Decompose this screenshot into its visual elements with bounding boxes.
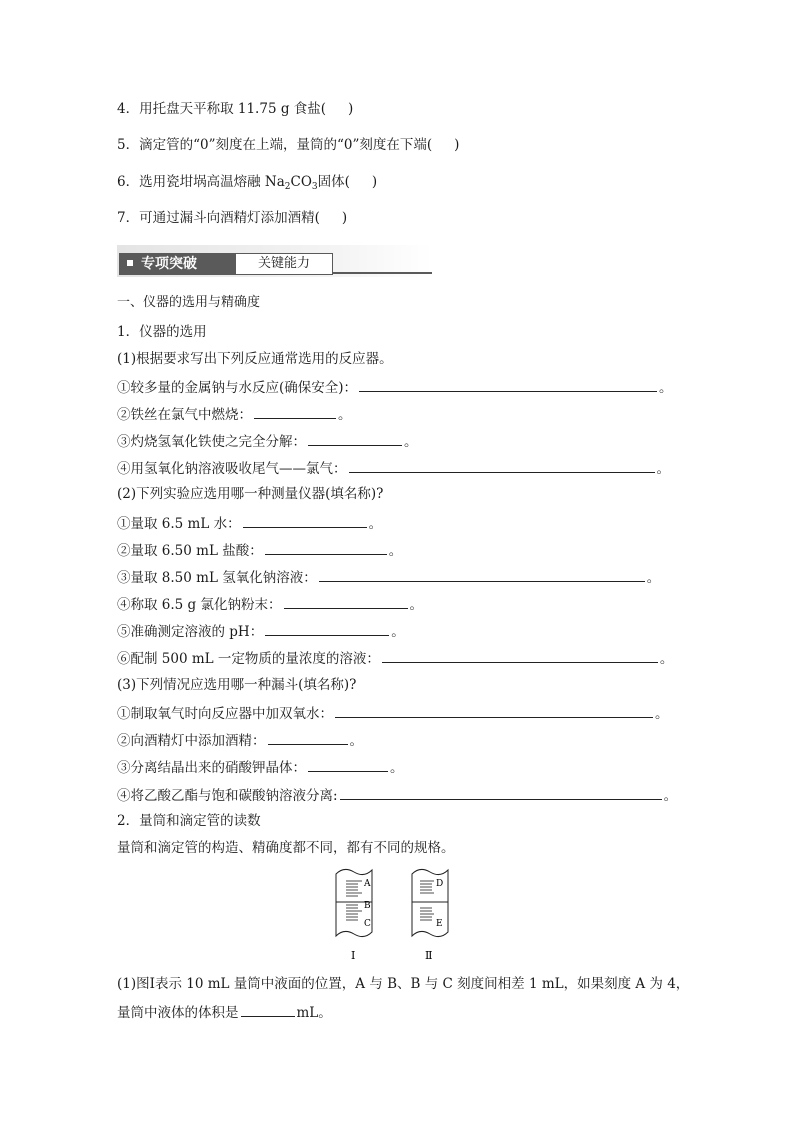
label-E: E	[436, 919, 443, 929]
answer-blank[interactable]	[308, 431, 402, 446]
item-4	[117, 100, 353, 118]
item-6-mid: CO	[290, 174, 312, 190]
answer-blank[interactable]	[254, 404, 336, 419]
q3-1-text: ①制取氧气时向反应器中加双氧水：	[117, 706, 333, 722]
q1-2: ②铁丝在氯气中燃烧： 。	[117, 404, 352, 424]
q2-2-text: ②量取 6.50 mL 盐酸：	[117, 543, 263, 559]
q2-1-text: ①量取 6.5 mL 水：	[117, 516, 241, 532]
q2-4-text: ④称取 6.5 g 氯化钠粉末：	[117, 597, 282, 613]
answer-blank[interactable]	[382, 648, 658, 663]
measuring-instruments-figure	[332, 864, 462, 964]
q3-head: (3)下列情况应选用哪一种漏斗(填名称)?	[117, 677, 357, 693]
label-I: Ⅰ	[351, 949, 356, 962]
q2-1: ①量取 6.5 mL 水： 。	[117, 513, 382, 533]
label-B: B	[364, 901, 371, 911]
item-7	[117, 209, 347, 227]
label-II: Ⅱ	[425, 949, 433, 962]
q1-4: ④用氢氧化钠溶液吸收尾气——氯气： 。	[117, 458, 670, 478]
square-bullet-icon	[127, 260, 133, 266]
q2-5-text: ⑤准确测定溶液的 pH：	[117, 624, 264, 640]
q1-4-text: ④用氢氧化钠溶液吸收尾气——氯气：	[117, 461, 347, 477]
answer-blank[interactable]	[241, 1002, 295, 1017]
banner-rule	[333, 272, 432, 274]
item-6-sub2: 3	[311, 182, 318, 192]
item-5-close: )	[454, 137, 460, 153]
item-7-text: 7．可通过漏斗向酒精灯添加酒精(	[117, 210, 320, 226]
item-4-text: 4．用托盘天平称取 11.75 g 食盐(	[117, 101, 327, 117]
answer-blank[interactable]	[319, 567, 645, 582]
q2-2: ②量取 6.50 mL 盐酸： 。	[117, 540, 402, 560]
answer-blank[interactable]	[284, 594, 408, 609]
label-C: C	[364, 919, 371, 929]
q3-3: ③分离结晶出来的硝酸钾晶体： 。	[117, 757, 404, 777]
q1-2-text: ②铁丝在氯气中燃烧：	[117, 407, 252, 423]
banner-tag: 关键能力	[235, 253, 333, 275]
item-5	[117, 136, 459, 154]
answer-blank[interactable]	[349, 458, 655, 473]
q2-6-text: ⑥配制 500 mL 一定物质的量浓度的溶液：	[117, 651, 380, 667]
q-reading-text: 量筒中液体的体积是	[117, 1005, 239, 1021]
item-6-close: )	[371, 174, 378, 190]
section-title: 一、仪器的选用与精确度	[117, 295, 261, 310]
q1-3: ③灼烧氢氧化铁使之完全分解： 。	[117, 431, 418, 451]
q1-1: ①较多量的金属钠与水反应(确保安全)： 。	[117, 377, 673, 397]
item-6-sub1: 2	[284, 182, 291, 192]
answer-blank[interactable]	[335, 703, 653, 718]
q-reading-line2	[117, 1002, 332, 1022]
label-D: D	[436, 879, 444, 889]
answer-blank[interactable]	[243, 513, 367, 528]
q2-head: (2)下列实验应选用哪一种测量仪器(填名称)?	[117, 486, 384, 502]
item-6	[117, 173, 377, 196]
banner-main-label: 专项突破	[141, 256, 197, 272]
q3-4-text: ④将乙酸乙酯与饱和碳酸钠溶液分离:	[117, 788, 338, 804]
subheading-2: 2．量筒和滴定管的读数	[117, 813, 261, 829]
q2-4: ④称取 6.5 g 氯化钠粉末： 。	[117, 594, 423, 614]
label-A: A	[364, 879, 371, 889]
q-reading-unit: mL。	[296, 1005, 332, 1021]
q1-1-text: ①较多量的金属钠与水反应(确保安全)：	[117, 380, 358, 396]
item-6-text: 6．选用瓷坩埚高温熔融 Na	[117, 174, 285, 190]
cylinder-I	[336, 869, 372, 962]
subheading-1: 1．仪器的选用	[117, 324, 207, 340]
item-6-suffix: 固体(	[317, 174, 350, 190]
item-5-text: 5．滴定管的“0”刻度在上端，量筒的“0”刻度在下端(	[117, 137, 433, 153]
q3-3-text: ③分离结晶出来的硝酸钾晶体：	[117, 760, 306, 776]
item-7-close: )	[341, 210, 348, 226]
item-4-close: )	[348, 101, 354, 117]
q3-4: ④将乙酸乙酯与饱和碳酸钠溶液分离: 。	[117, 785, 677, 805]
q2-3-text: ③量取 8.50 mL 氢氧化钠溶液：	[117, 570, 317, 586]
banner-main	[119, 253, 237, 275]
q3-2-text: ②向酒精灯中添加酒精：	[117, 733, 266, 749]
q3-1: ①制取氧气时向反应器中加双氧水： 。	[117, 703, 669, 723]
intro-text: 量筒和滴定管的构造、精确度都不同，都有不同的规格。	[117, 840, 455, 856]
answer-blank[interactable]	[265, 621, 389, 636]
q2-5: ⑤准确测定溶液的 pH： 。	[117, 621, 405, 641]
burette-II	[412, 869, 448, 962]
q2-3: ③量取 8.50 mL 氢氧化钠溶液： 。	[117, 567, 660, 587]
answer-blank[interactable]	[308, 757, 388, 772]
q-reading-line1: (1)图Ⅰ表示 10 mL 量筒中液面的位置，A 与 B、B 与 C 刻度间相差 1 mL，如果刻度 A 为 4，	[117, 976, 690, 992]
q3-2: ②向酒精灯中添加酒精： 。	[117, 730, 363, 750]
section-banner	[117, 245, 432, 277]
answer-blank[interactable]	[268, 730, 348, 745]
answer-blank[interactable]	[265, 540, 387, 555]
q1-3-text: ③灼烧氢氧化铁使之完全分解：	[117, 434, 306, 450]
q2-6: ⑥配制 500 mL 一定物质的量浓度的溶液： 。	[117, 648, 673, 668]
answer-blank[interactable]	[359, 377, 657, 392]
answer-blank[interactable]	[340, 785, 662, 800]
q1-head: (1)根据要求写出下列反应通常选用的反应器。	[117, 351, 393, 367]
